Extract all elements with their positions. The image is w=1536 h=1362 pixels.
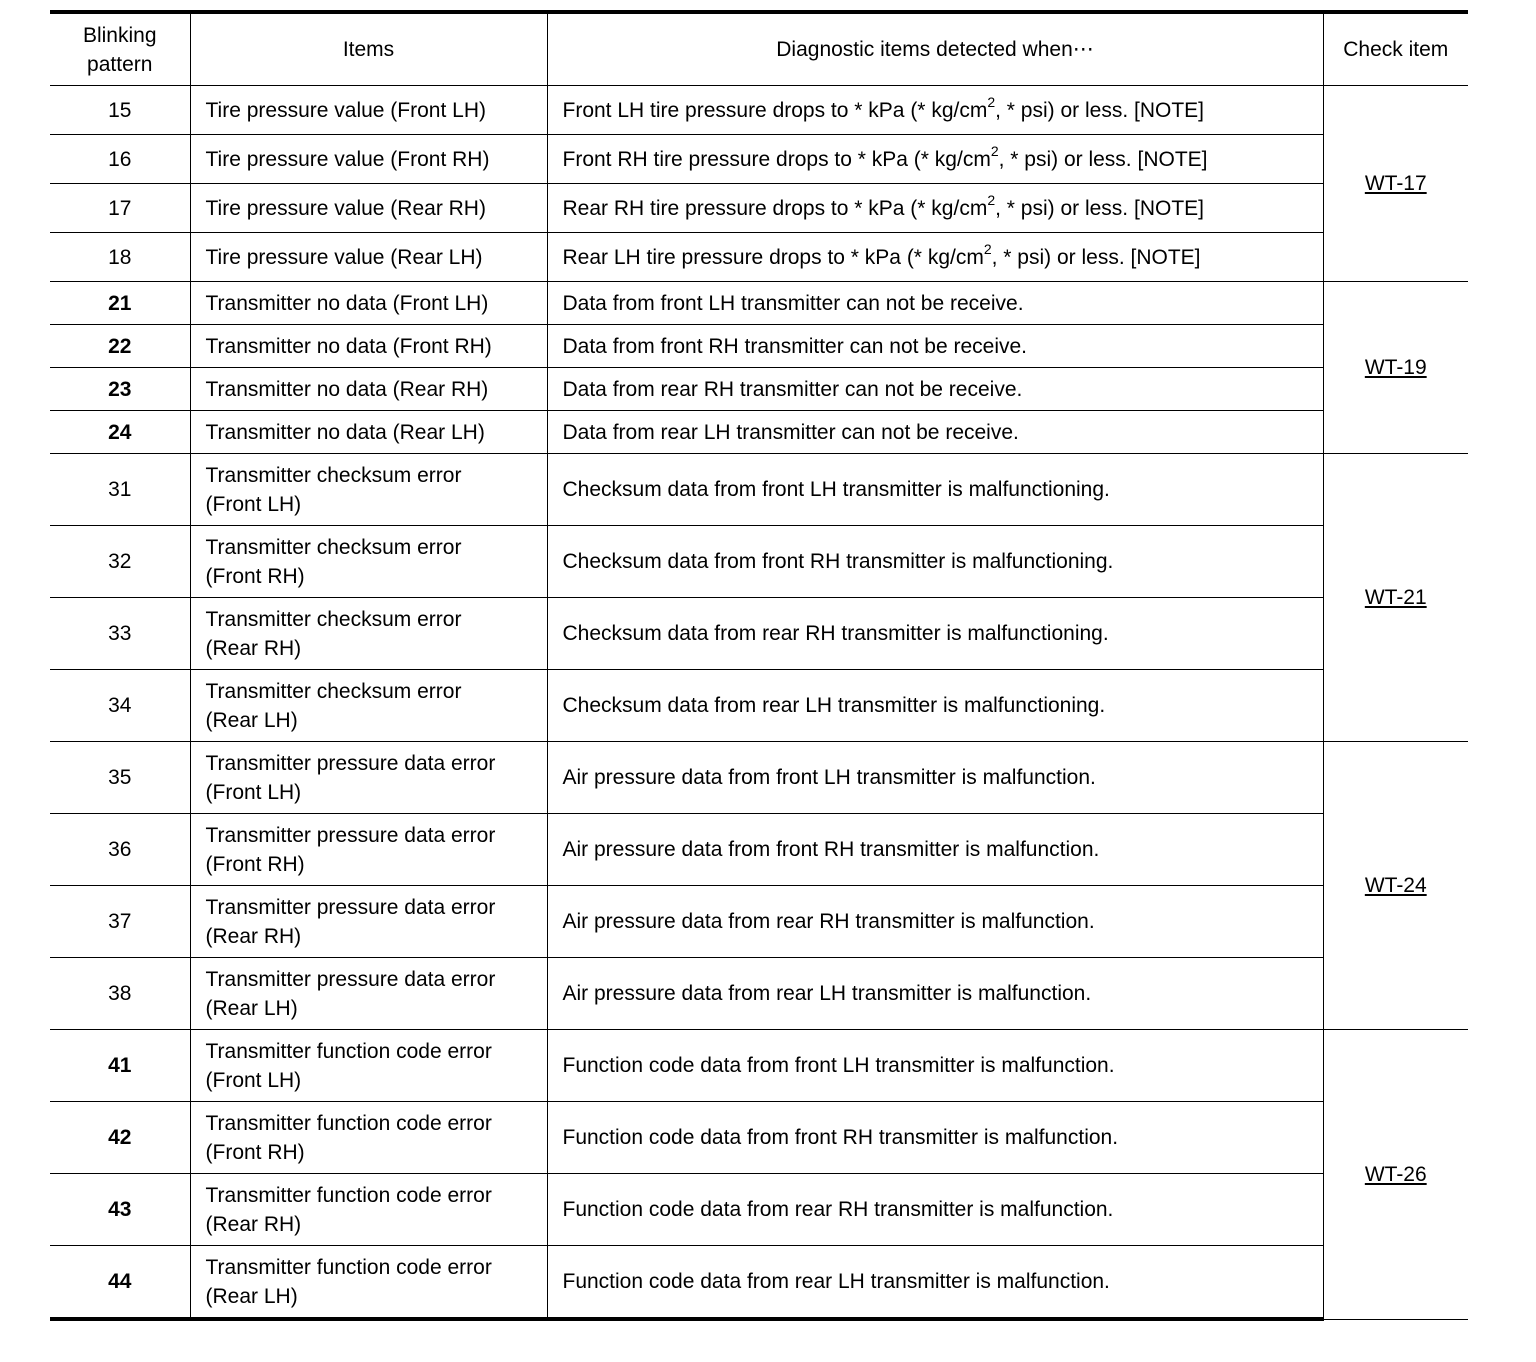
table-row: [50, 325, 1468, 368]
item-line1: Transmitter checksum error: [205, 535, 462, 559]
item-cell: [190, 86, 547, 135]
blinking-pattern-cell: 34: [50, 670, 190, 742]
header-check-item: Check item: [1323, 12, 1468, 86]
item-cell: [190, 958, 547, 1030]
blinking-pattern-cell: 22: [50, 325, 190, 368]
item-cell: [190, 325, 547, 368]
diagnostic-text: Front LH tire pressure drops to * kPa (* kg/cm: [562, 98, 988, 122]
diagnostic-text: Function code data from front LH transmitter is malfunction.: [562, 1054, 1115, 1077]
blinking-pattern-cell: 41: [50, 1030, 190, 1102]
item-line1: Transmitter no data (Front RH): [205, 334, 492, 358]
diagnostic-cell: [547, 886, 1323, 958]
blinking-pattern-cell: 32: [50, 526, 190, 598]
item-cell: [190, 886, 547, 958]
table-row: [50, 368, 1468, 411]
item-line2: (Rear LH): [205, 1284, 298, 1308]
item-line2: (Front RH): [205, 1140, 305, 1164]
diagnostic-cell: [547, 184, 1323, 233]
header-items: Items: [190, 12, 547, 86]
diagnostic-cell: [547, 598, 1323, 670]
blinking-pattern-cell: 35: [50, 742, 190, 814]
header-blinking-pattern: [50, 12, 190, 86]
item-line2: (Rear RH): [205, 1212, 302, 1236]
item-cell: [190, 135, 547, 184]
item-cell: [190, 1102, 547, 1174]
item-cell: [190, 454, 547, 526]
table-row: [50, 86, 1468, 135]
diagnostic-cell: [547, 670, 1323, 742]
diagnostic-text: Rear RH tire pressure drops to * kPa (* kg/cm: [562, 196, 988, 220]
diagnostic-superscript: 2: [983, 240, 992, 257]
item-cell: [190, 1174, 547, 1246]
diagnostic-cell: [547, 282, 1323, 325]
diagnostic-text: Air pressure data from rear LH transmitter is malfunction.: [562, 982, 1092, 1005]
diagnostic-cell: [547, 135, 1323, 184]
check-item-cell: [1323, 742, 1468, 1030]
table-row: [50, 233, 1468, 282]
table-row: [50, 1246, 1468, 1320]
diagnostic-table: [50, 10, 1468, 1321]
item-cell: [190, 1030, 547, 1102]
blinking-pattern-cell: 37: [50, 886, 190, 958]
check-item-cell: [1323, 454, 1468, 742]
table-row: [50, 1030, 1468, 1102]
diagnostic-cell: [547, 526, 1323, 598]
item-line1: Transmitter no data (Rear LH): [205, 420, 485, 444]
diagnostic-cell: [547, 1246, 1323, 1320]
item-line1: Transmitter checksum error: [205, 463, 462, 487]
header-row: [50, 12, 1468, 86]
item-cell: [190, 411, 547, 454]
diagnostic-text: Air pressure data from front RH transmitter is malfunction.: [562, 838, 1100, 861]
item-line2: (Rear LH): [205, 708, 298, 732]
item-line2: (Front LH): [205, 1068, 302, 1092]
blinking-pattern-cell: 43: [50, 1174, 190, 1246]
diagnostic-cell: [547, 325, 1323, 368]
diagnostic-cell: [547, 1174, 1323, 1246]
diagnostic-cell: [547, 454, 1323, 526]
diagnostic-cell: [547, 958, 1323, 1030]
table-row: [50, 282, 1468, 325]
diagnostic-text: Data from rear LH transmitter can not be receive.: [562, 420, 1019, 444]
diagnostic-superscript: 2: [987, 191, 996, 208]
table-row: [50, 454, 1468, 526]
diagnostic-superscript: 2: [990, 142, 999, 159]
diagnostic-cell: [547, 233, 1323, 282]
item-cell: [190, 526, 547, 598]
table-row: [50, 598, 1468, 670]
diagnostic-cell: [547, 742, 1323, 814]
diagnostic-text: Data from front RH transmitter can not be receive.: [562, 334, 1028, 358]
blinking-pattern-cell: 15: [50, 86, 190, 135]
diagnostic-cell: [547, 368, 1323, 411]
blinking-pattern-cell: 33: [50, 598, 190, 670]
blinking-pattern-cell: 31: [50, 454, 190, 526]
header-blinking-line2: pattern: [87, 52, 153, 76]
item-cell: [190, 742, 547, 814]
blinking-pattern-cell: 38: [50, 958, 190, 1030]
check-item-link[interactable]: WT-26: [1364, 1162, 1427, 1186]
blinking-pattern-cell: 17: [50, 184, 190, 233]
item-line1: Transmitter pressure data error: [205, 895, 496, 919]
item-line2: (Rear RH): [205, 924, 302, 948]
header-blinking-line1: Blinking: [82, 23, 157, 47]
table-row: [50, 184, 1468, 233]
table-row: [50, 135, 1468, 184]
diagnostic-cell: [547, 1030, 1323, 1102]
item-line1: Transmitter no data (Front LH): [205, 291, 489, 315]
item-cell: [190, 814, 547, 886]
item-cell: [190, 184, 547, 233]
blinking-pattern-cell: 36: [50, 814, 190, 886]
diagnostic-text: Data from rear RH transmitter can not be receive.: [562, 377, 1023, 401]
table-row: [50, 958, 1468, 1030]
table-body: [50, 12, 1468, 1319]
blinking-pattern-cell: 18: [50, 233, 190, 282]
item-line1: Transmitter function code error: [205, 1183, 492, 1207]
check-item-cell: [1323, 1030, 1468, 1320]
table-row: [50, 814, 1468, 886]
diagnostic-text: Function code data from rear RH transmitter is malfunction.: [562, 1198, 1114, 1221]
check-item-link[interactable]: WT-19: [1364, 356, 1427, 379]
diagnostic-text-tail: , * psi) or less. [NOTE]: [995, 196, 1204, 220]
diagnostic-text: Checksum data from front RH transmitter is malfunctioning.: [562, 550, 1114, 573]
item-line1: Tire pressure value (Rear RH): [205, 196, 486, 220]
diagnostic-text-tail: , * psi) or less. [NOTE]: [991, 245, 1201, 269]
item-line2: (Front LH): [205, 492, 302, 516]
table-row: [50, 1102, 1468, 1174]
diagnostic-text: Front RH tire pressure drops to * kPa (* kg/cm: [562, 147, 991, 171]
diagnostic-cell: [547, 814, 1323, 886]
item-line1: Tire pressure value (Front RH): [205, 147, 490, 171]
item-line2: (Front RH): [205, 564, 305, 588]
item-line1: Transmitter checksum error: [205, 607, 462, 631]
item-cell: [190, 368, 547, 411]
check-item-link[interactable]: WT-17: [1364, 172, 1427, 195]
diagnostic-text: Function code data from front RH transmitter is malfunction.: [562, 1126, 1119, 1149]
table-row: [50, 670, 1468, 742]
diagnostic-text-tail: , * psi) or less. [NOTE]: [998, 147, 1208, 171]
item-line1: Tire pressure value (Rear LH): [205, 245, 483, 269]
diagnostic-text: Function code data from rear LH transmitter is malfunction.: [562, 1270, 1110, 1293]
diagnostic-cell: [547, 1102, 1323, 1174]
item-line1: Transmitter pressure data error: [205, 751, 496, 775]
item-cell: [190, 1246, 547, 1320]
diagnostic-text: Data from front LH transmitter can not be receive.: [562, 291, 1024, 315]
diagnostic-text: Air pressure data from rear RH transmitter is malfunction.: [562, 910, 1095, 933]
item-line1: Transmitter function code error: [205, 1111, 492, 1135]
diagnostic-text: Checksum data from front LH transmitter is malfunctioning.: [562, 478, 1110, 501]
item-line1: Transmitter pressure data error: [205, 823, 496, 847]
table-row: [50, 411, 1468, 454]
diagnostic-text-tail: , * psi) or less. [NOTE]: [995, 98, 1204, 122]
header-diagnostic: Diagnostic items detected when⋯: [547, 12, 1323, 86]
check-item-link[interactable]: WT-24: [1364, 874, 1427, 897]
item-cell: [190, 670, 547, 742]
item-line2: (Front RH): [205, 852, 305, 876]
item-cell: [190, 233, 547, 282]
item-line1: Transmitter function code error: [205, 1039, 492, 1063]
item-line1: Transmitter function code error: [205, 1255, 492, 1279]
diagnostic-cell: [547, 86, 1323, 135]
item-line1: Transmitter checksum error: [205, 679, 462, 703]
check-item-link[interactable]: WT-21: [1364, 586, 1427, 609]
diagnostic-text: Air pressure data from front LH transmitter is malfunction.: [562, 766, 1096, 789]
item-line2: (Front LH): [205, 780, 302, 804]
diagnostic-cell: [547, 411, 1323, 454]
item-line1: Transmitter pressure data error: [205, 967, 496, 991]
table-row: [50, 742, 1468, 814]
check-item-cell: [1323, 282, 1468, 454]
check-item-cell: [1323, 86, 1468, 282]
item-cell: [190, 598, 547, 670]
table-row: [50, 526, 1468, 598]
blinking-pattern-cell: 21: [50, 282, 190, 325]
diagnostic-text: Checksum data from rear LH transmitter is malfunctioning.: [562, 694, 1106, 717]
diagnostic-superscript: 2: [987, 93, 996, 110]
diagnostic-text: Checksum data from rear RH transmitter is malfunctioning.: [562, 622, 1109, 645]
item-cell: [190, 282, 547, 325]
blinking-pattern-cell: 16: [50, 135, 190, 184]
blinking-pattern-cell: 23: [50, 368, 190, 411]
item-line2: (Rear LH): [205, 996, 298, 1020]
item-line2: (Rear RH): [205, 636, 302, 660]
table-row: [50, 886, 1468, 958]
diagnostic-text: Rear LH tire pressure drops to * kPa (* kg/cm: [562, 245, 984, 269]
item-line1: Transmitter no data (Rear RH): [205, 377, 489, 401]
table-row: [50, 1174, 1468, 1246]
item-line1: Tire pressure value (Front LH): [205, 98, 486, 122]
blinking-pattern-cell: 44: [50, 1246, 190, 1320]
blinking-pattern-cell: 24: [50, 411, 190, 454]
blinking-pattern-cell: 42: [50, 1102, 190, 1174]
